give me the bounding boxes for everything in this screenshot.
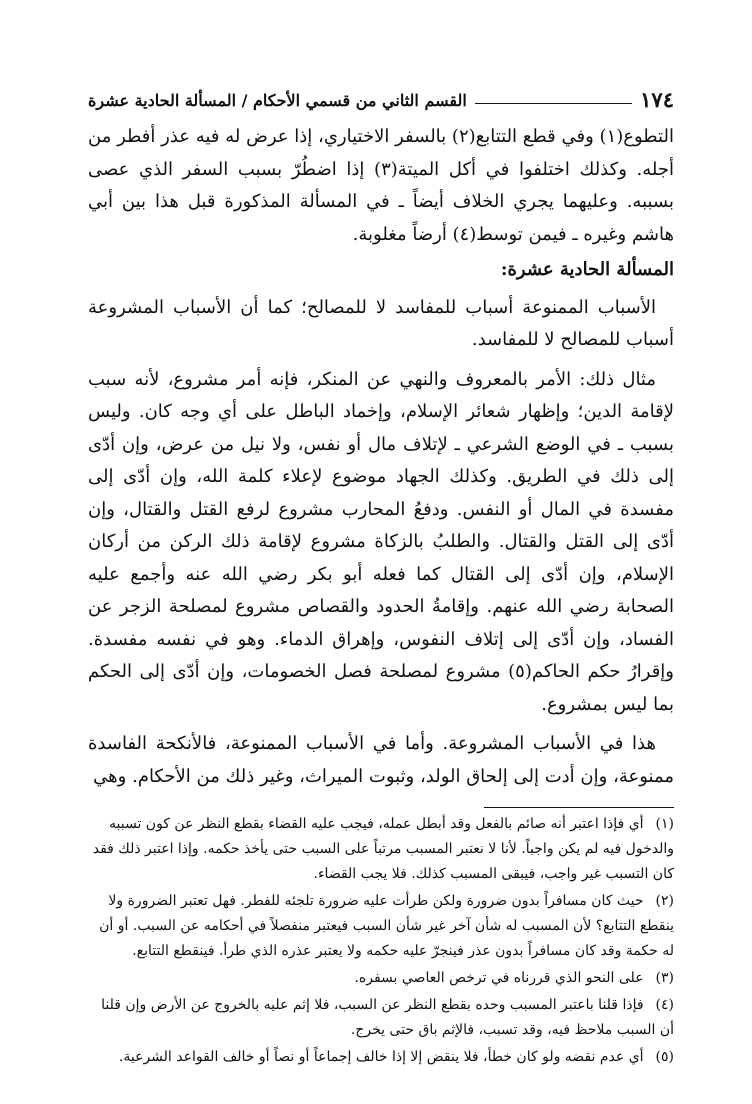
- footnote-number: (٥): [655, 1049, 674, 1065]
- header-rule: [475, 103, 632, 104]
- footnote-3: [88, 966, 674, 991]
- footnote-number: (١): [655, 816, 674, 832]
- footnote-rule: [484, 807, 674, 808]
- paragraph-3: مثال ذلك: الأمر بالمعروف والنهي عن المنكر، فإنه أمر مشروع، لأنه سبب لإقامة الدين؛ وإظهار شعائر الإسلام، وإخماد الباطل على أي وجه كان. وليس بسبب ـ في الوضع الشرعي ـ لإتلاف مال أو نفس، ولا نيل من عرض، وإن أدّى إلى ذلك في الطريق. وكذلك الجهاد موضوع لإعلاء كلمة الله، وإن أدّى إلى مفسدة في المال أو النفس. ودفعُ المحارب مشروع لرفع القتل والقتال، وإن أدّى إلى القتل والقتال. والطلبُ بالزكاة مشروع لإقامة ذلك الركن من أركان الإسلام، وإن أدّى إلى القتال كما فعله أبو بكر رضي الله عنه وأجمع عليه الصحابة رضي الله عنهم. وإقامةُ الحدود والقصاص مشروع لمصلحة الزجر عن الفساد، وإن أدّى إلى إتلاف النفوس، وإهراق الدماء. وهو في نفسه مفسدة. وإقرارُ حكم الحاكم(٥) مشروع لمصلحة فصل الخصومات، وإن أدّى إلى الحكم بما ليس بمشروع.: [88, 368, 674, 715]
- footnotes: [88, 812, 674, 1070]
- footnote-number: (٣): [655, 970, 674, 986]
- footnote-text: أي فإذا اعتبر أنه صائم بالفعل وقد أبطل عمله، فيجب عليه القضاء بقطع النظر عن كون تسببه والدخول فيه لم يكن واجباً. لأنا لا نعتبر المسبب مرتباً على السبب حتى يأخذ حكمه. وإذا اعتبر ذلك فقد كان التسبب غير واجب، فيبقى المسبب كذلك. فلا يجب القضاء.: [92, 816, 674, 882]
- paragraph-2: الأسباب الممنوعة أسباب للمفاسد لا للمصالح؛ كما أن الأسباب المشروعة أسباب للمصالح لا للمفاسد.: [88, 296, 674, 350]
- footnote-text: حيث كان مسافراً بدون ضرورة ولكن طرأت عليه ضرورة تلجئه للفطر. فهل تعتبر الضرورة ولا ينقطع التتابع؟ لأن المسبب له شأن آخر غير شأن السبب فيعتبر منفصلاً في أحكامه عن السبب. أو أن له حكمة وقد كان مسافراً بدون عذر فينجرّ عليه حكمه ولا يعتبر عذره الذي طرأ. فينقطع التتابع.: [99, 893, 674, 959]
- footnote-5: [88, 1045, 674, 1070]
- section-heading: المسألة الحادية عشرة:: [500, 259, 674, 280]
- main-text: [88, 121, 674, 793]
- footnote-text: أي عدم نقضه ولو كان خطأ، فلا ينقض إلا إذا خالف إجماعاً أو نصاً أو خالف القواعد الشرعية.: [118, 1049, 644, 1065]
- footnote-text: فإذا قلنا باعتبر المسبب وحده بقطع النظر عن السبب، فلا إثم عليه بالخروج عن الأرض وإن قلنا أن السبب ملاحظ فيه، وقد تسبب، فالإثم باق حتى يخرج.: [101, 997, 674, 1038]
- footnote-1: [88, 812, 674, 887]
- paragraph-4: هذا في الأسباب المشروعة. وأما في الأسباب الممنوعة، فالأنكحة الفاسدة ممنوعة، وإن أدت إلى إلحاق الولد، وثبوت الميراث، وغير ذلك من الأحكام. وهي: [88, 733, 674, 787]
- running-title: القسم الثاني من قسمي الأحكام / المسألة الحادية عشرة: [88, 91, 467, 110]
- footnote-2: [88, 889, 674, 964]
- page-header: [88, 80, 674, 110]
- footnote-number: (٢): [655, 893, 674, 909]
- footnote-4: [88, 993, 674, 1043]
- footnote-text: على النحو الذي قررناه في ترخص العاصي بسفره.: [354, 970, 644, 986]
- footnote-number: (٤): [655, 997, 674, 1013]
- page-number: ١٧٤: [640, 87, 674, 112]
- paragraph-1: التطوع(١) وفي قطع التتابع(٢) بالسفر الاختياري، إذا عرض له فيه عذر أفطر من أجله. وكذلك اختلفوا في أكل الميتة(٣) إذا اضطُرّ بسبب السفر الذي عصى بسببه. وعليهما يجري الخلاف أيضاً ـ في المسألة المذكورة قبل هذا بين أبي هاشم وغيره ـ فيمن توسط(٤) أرضاً مغلوبة.: [88, 126, 675, 245]
